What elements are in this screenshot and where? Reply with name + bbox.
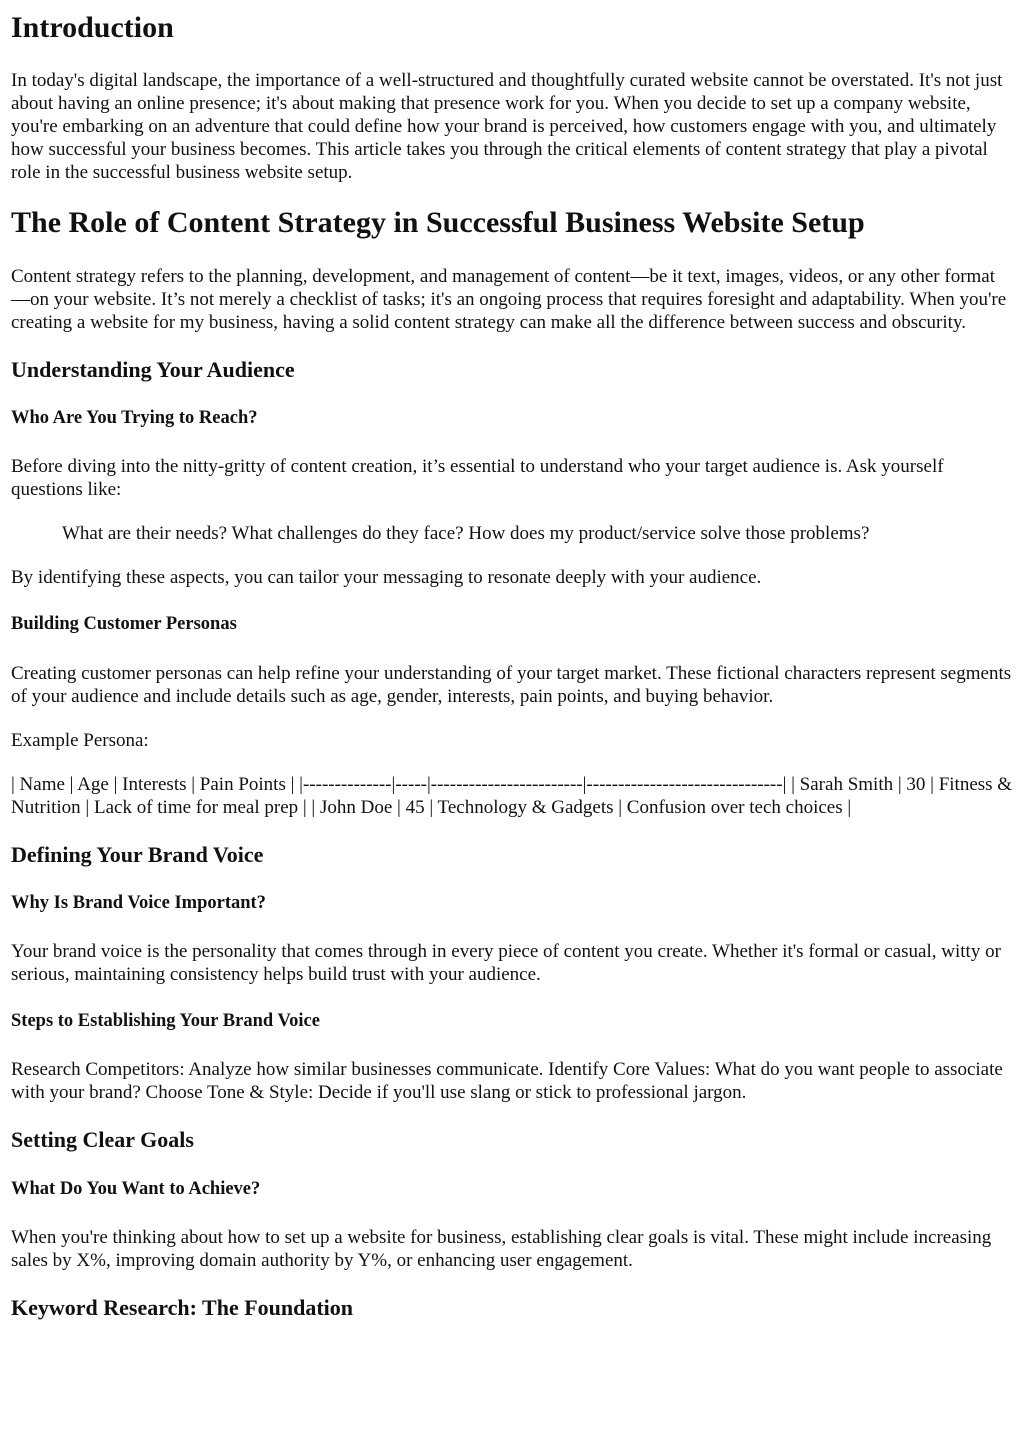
blockquote-questions: What are their needs? What challenges do they face? How does my product/service solve those problems? [62,523,870,545]
heading-what-achieve: What Do You Want to Achieve? [11,1178,261,1199]
heading-keyword-research: Keyword Research: The Foundation [11,1294,354,1320]
paragraph-goals: When you're thinking about how to set up a website for business, establishing clear goals is vital. These might include increasing sales by X%, improving domain authority by Y%, or enhancing user engagement. [11,1226,992,1271]
heading-why-brand-voice: Why Is Brand Voice Important? [11,892,266,913]
paragraph-example-persona: Example Persona: [11,729,149,751]
heading-brand-voice-steps: Steps to Establishing Your Brand Voice [11,1011,320,1032]
heading-setting-goals: Setting Clear Goals [11,1127,194,1153]
heading-role-of-content-strategy: The Role of Content Strategy in Successful Business Website Setup [11,206,865,240]
paragraph-role: Content strategy refers to the planning, development, and management of content—be it text, images, videos, or any other format—on your website. It’s not merely a checklist of tasks; it's an ongoing process that requires foresight and adaptability. When you're creating a website for my business, having a solid content strategy can make all the difference between success and obscurity. [11,265,1007,333]
heading-customer-personas: Building Customer Personas [11,614,237,635]
heading-who-reach: Who Are You Trying to Reach? [11,408,258,429]
paragraph-persona-table-text: | Name | Age | Interests | Pain Points | |--------------|-----|------------------------|-------------------------------| | Sarah Smith | 30 | Fitness & Nutrition | Lack of time for meal prep | | John Doe | 45 | Technology & Gadgets | Confusion over tech choices | [11,773,1013,818]
heading-introduction: Introduction [11,11,174,44]
paragraph-brand-voice: Your brand voice is the personality that comes through in every piece of content you create. Whether it's formal or casual, witty or serious, maintaining consistency helps build trust with your audience. [11,941,1001,986]
paragraph-personas: Creating customer personas can help refine your understanding of your target market. These fictional characters represent segments of your audience and include details such as age, gender, interests, pain points, and buying behavior. [11,662,1012,707]
paragraph-reach: Before diving into the nitty-gritty of content creation, it’s essential to understand who your target audience is. Ask yourself questions like: [11,456,944,501]
heading-brand-voice: Defining Your Brand Voice [11,841,264,867]
heading-understanding-audience: Understanding Your Audience [11,356,295,382]
paragraph-intro: In today's digital landscape, the importance of a well-structured and thoughtfully curated website cannot be overstated. It's not just about having an online presence; it's about making that presence work for you. When you decide to set up a company website, you're embarking on an adventure that could define how your brand is perceived, how customers engage with you, and ultimately how successful your business becomes. This article takes you through the critical elements of content strategy that play a pivotal role in the successful business website setup. [11,70,1003,184]
paragraph-brand-voice-steps: Research Competitors: Analyze how similar businesses communicate. Identify Core Values: What do you want people to associate with your brand? Choose Tone & Style: Decide if you'll use slang or stick to professional jargon. [11,1059,1003,1104]
article [0,10,1024,1321]
paragraph-identify: By identifying these aspects, you can tailor your messaging to resonate deeply with your audience. [11,567,762,589]
